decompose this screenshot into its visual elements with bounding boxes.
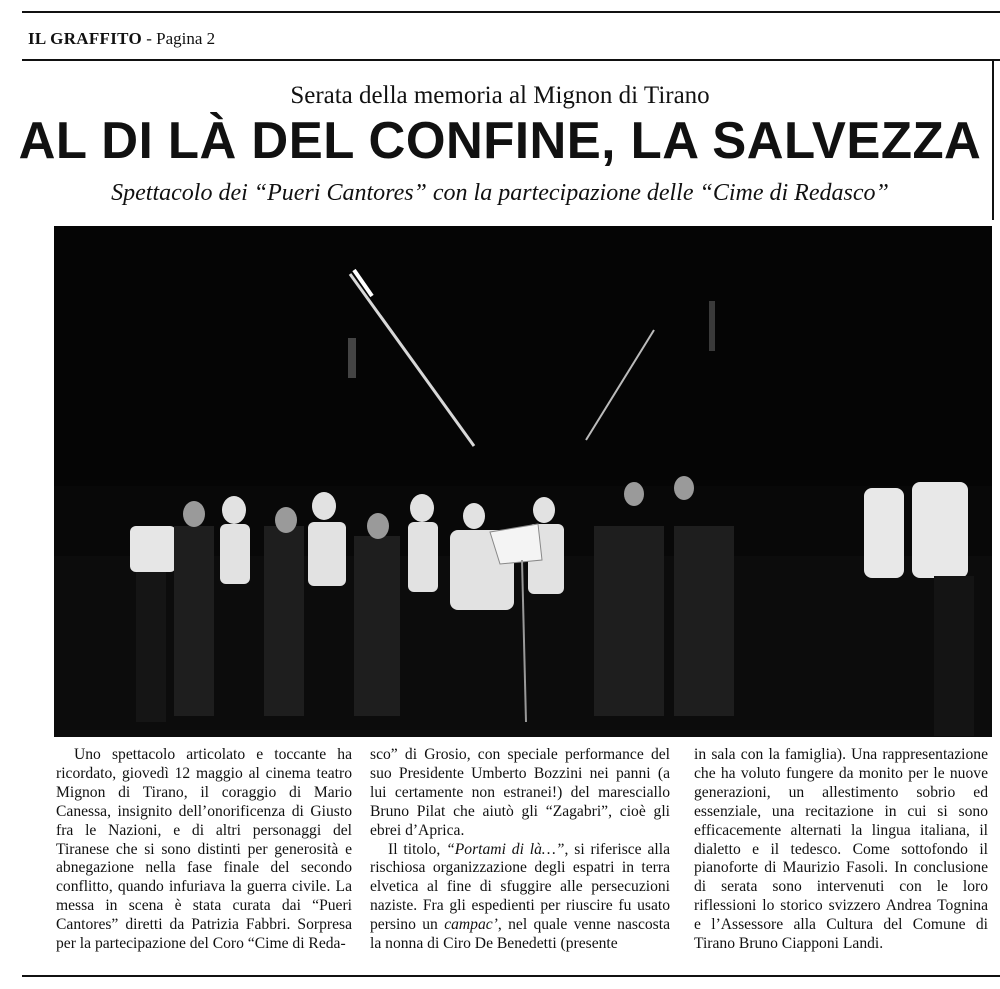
article-body (0, 746, 1000, 974)
body-paragraph: sco” di Grosio, con speciale performance del suo Presidente Umberto Bozzini nei panni (a lui certamente non estranei!) del maresciallo Bruno Pilat che aiutò gli “Zagabri”, cioè gli ebrei d’Aprica. (370, 746, 670, 839)
body-column-3 (694, 746, 988, 954)
header-separator: - (141, 29, 157, 48)
body-paragraph: in sala con la famiglia). Una rappresentazione che ha voluto fungere da monito per le nuove generazioni, un allestimento sobrio ed essenziale, una recitazione in cui si sono efficacemente alternati la lingua italiana, il dialetto e il tedesco. Come sottofondo il pianoforte di Maurizio Fasoli. In conclusione di serata sono intervenuti con le loro riflessioni lo storico svizzero Andrea Tognina e l’Assessore alla Cultura del Comune di Tirano Bruno Ciapponi Landi. (694, 746, 988, 953)
body-paragraph: Uno spettacolo articolato e toccante ha ricordato, giovedì 12 maggio al cinema teatro Mignon di Tirano, il coraggio di Mario Canessa, insignito dell’onorificenza di Giusto fra le Nazioni, e di altri personaggi del Tiranese che si sono distinti per generosità e abnegazione nella fase finale del secondo conflitto, quando infuriava la guerra civile. La messa in scena è stata curata dai “Pueri Cantores” diretti da Patrizia Fabbri. Sorpresa per la partecipazione del Coro “Cime di Reda- (56, 746, 352, 953)
body-column-2 (370, 746, 670, 954)
bottom-rule (22, 975, 1000, 977)
body-text: , nel quale venne nascosta la nonna di Ciro De Benedetti (presente (370, 916, 671, 953)
body-text: , si riferisce alla rischiosa organizzazione degli espatri in terra elvetica al fine di sfuggire alle persecuzioni naziste. Fra gli espedienti per riuscire fu usato persino un (370, 840, 670, 934)
choir-stage-photo (54, 226, 992, 737)
header-rule (22, 59, 1000, 61)
body-paragraph (370, 841, 670, 954)
show-title: “Portami di là…” (446, 840, 565, 858)
page-header (28, 29, 215, 49)
article-subtitle: Spettacolo dei “Pueri Cantores” con la partecipazione delle “Cime di Redasco” (111, 180, 889, 206)
article-kicker: Serata della memoria al Mignon di Tirano (290, 82, 710, 109)
article-headline: AL DI LÀ DEL CONFINE, LA SALVEZZA (18, 112, 982, 170)
page-number: Pagina 2 (156, 29, 216, 48)
body-text: Il titolo, (388, 840, 447, 858)
dialect-term: campac’ (444, 916, 498, 934)
publication-name: IL GRAFFITO (28, 29, 142, 48)
top-rule (22, 11, 1000, 13)
body-column-1 (56, 746, 352, 954)
